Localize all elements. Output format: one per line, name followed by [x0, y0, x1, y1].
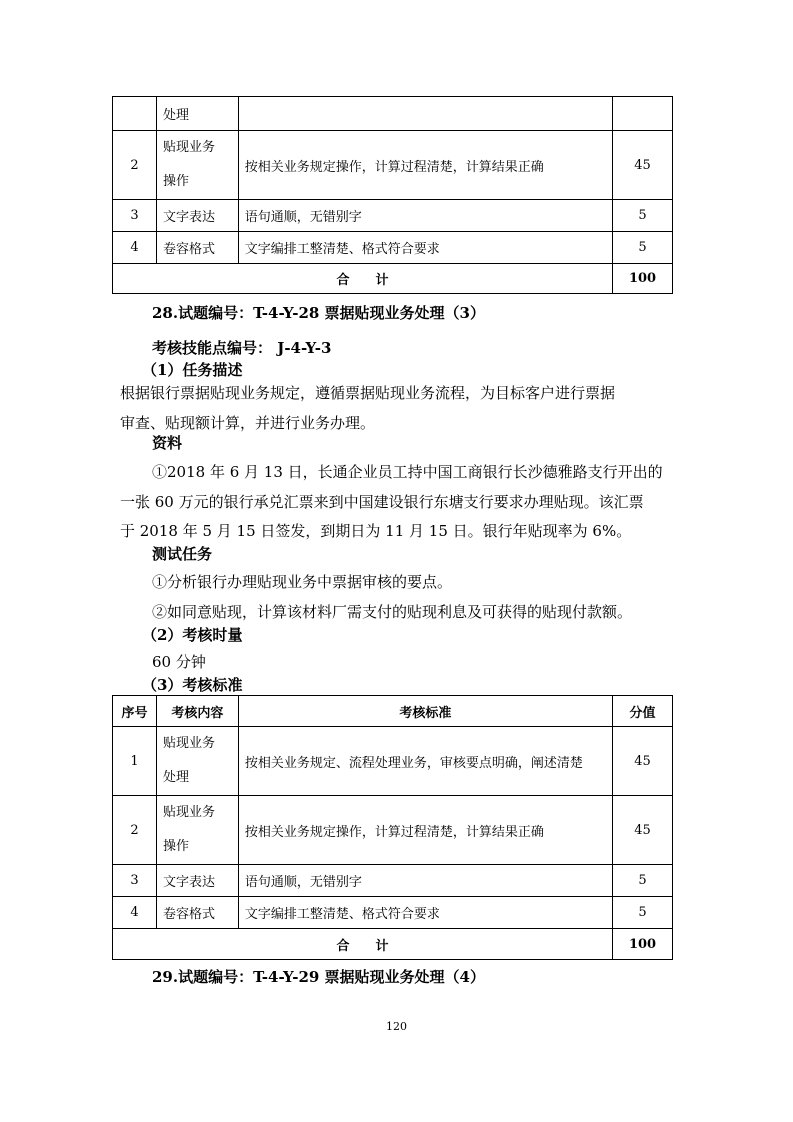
cell-standard: 按相关业务规定操作，计算过程清楚，计算结果正确 — [238, 796, 612, 865]
cell-num: 2 — [113, 796, 157, 865]
cell-standard: 文字编排工整清楚、格式符合要求 — [238, 232, 612, 264]
cell-score: 5 — [613, 865, 673, 897]
test-heading: 测试任务 — [152, 545, 213, 563]
test-item: ①分析银行办理贴现业务中票据审核的要点。 — [152, 573, 453, 591]
time-value: 60 分钟 — [152, 653, 206, 671]
cell-item: 文字表达 — [156, 865, 238, 897]
cell-score: 45 — [613, 727, 673, 796]
total-score: 100 — [613, 264, 673, 294]
cell-item-line1: 贴现业务 — [162, 736, 215, 751]
cell-score: 5 — [613, 232, 673, 264]
cell-item — [156, 131, 238, 200]
task-heading: （1）任务描述 — [142, 361, 243, 379]
material-line: ①2018 年 6 月 13 日，长通企业员工持中国工商银行长沙德雅路支行开出的 — [152, 463, 663, 481]
cell-num: 4 — [113, 897, 157, 929]
section-title: 28.试题编号：T-4-Y-28 票据贴现业务处理（3） — [152, 304, 485, 322]
table-1 — [112, 96, 673, 294]
cell-standard: 语句通顺，无错别字 — [238, 865, 612, 897]
table-row — [113, 97, 673, 131]
cell-standard — [238, 97, 612, 131]
test-item: ②如同意贴现，计算该材料厂需支付的贴现利息及可获得的贴现付款额。 — [152, 603, 633, 621]
cell-num: 4 — [113, 232, 157, 264]
header-standard: 考核标准 — [238, 696, 612, 727]
table-row — [113, 131, 673, 200]
cell-score: 5 — [613, 200, 673, 232]
material-line: 一张 60 万元的银行承兑汇票来到中国建设银行东塘支行要求办理贴现。该汇票 — [120, 493, 644, 511]
task-line: 根据银行票据贴现业务规定，遵循票据贴现业务流程，为目标客户进行票据 — [120, 384, 616, 402]
section-title: 29.试题编号：T-4-Y-29 票据贴现业务处理（4） — [152, 968, 485, 986]
cell-num: 1 — [113, 727, 157, 796]
header-item: 考核内容 — [156, 696, 238, 727]
cell-item-line1: 贴现业务 — [162, 805, 215, 820]
cell-item: 卷容格式 — [156, 897, 238, 929]
table-row — [113, 200, 673, 232]
skill-code: 考核技能点编号： J-4-Y-3 — [152, 339, 332, 357]
cell-num: 2 — [113, 131, 157, 200]
material-heading: 资料 — [152, 434, 183, 452]
table-total-row — [113, 929, 673, 960]
total-label: 合 计 — [113, 929, 613, 960]
table-row — [113, 232, 673, 264]
cell-item: 卷容格式 — [156, 232, 238, 264]
cell-item — [156, 796, 238, 865]
cell-standard: 语句通顺，无错别字 — [238, 200, 612, 232]
table-header-row — [113, 696, 673, 727]
total-score: 100 — [613, 929, 673, 960]
standard-heading: （3）考核标准 — [142, 676, 243, 694]
cell-item-line2: 操作 — [162, 174, 189, 189]
cell-item-line1: 贴现业务 — [162, 140, 215, 155]
table-row — [113, 897, 673, 929]
cell-score: 45 — [613, 796, 673, 865]
table-row — [113, 865, 673, 897]
cell-item-line2: 处理 — [162, 770, 189, 785]
task-line: 审查、贴现额计算，并进行业务办理。 — [120, 414, 376, 432]
page-number: 120 — [386, 1020, 407, 1033]
cell-standard: 按相关业务规定操作，计算过程清楚，计算结果正确 — [238, 131, 612, 200]
time-heading: （2）考核时量 — [142, 626, 243, 644]
cell-standard: 按相关业务规定、流程处理业务，审核要点明确，阐述清楚 — [238, 727, 612, 796]
header-score: 分值 — [613, 696, 673, 727]
cell-num: 3 — [113, 200, 157, 232]
header-num: 序号 — [113, 696, 157, 727]
cell-item: 文字表达 — [156, 200, 238, 232]
table-row — [113, 727, 673, 796]
cell-score: 5 — [613, 897, 673, 929]
cell-item-line2: 操作 — [162, 839, 189, 854]
cell-item — [156, 727, 238, 796]
total-label: 合 计 — [113, 264, 613, 294]
table-total-row — [113, 264, 673, 294]
cell-score: 45 — [613, 131, 673, 200]
cell-score — [613, 97, 673, 131]
cell-num: 3 — [113, 865, 157, 897]
table-2 — [112, 695, 673, 960]
material-line: 于 2018 年 5 月 15 日签发，到期日为 11 月 15 日。银行年贴现率为 6%。 — [120, 522, 632, 540]
table-row — [113, 796, 673, 865]
cell-item: 处理 — [156, 97, 238, 131]
cell-num — [113, 97, 157, 131]
cell-standard: 文字编排工整清楚、格式符合要求 — [238, 897, 612, 929]
